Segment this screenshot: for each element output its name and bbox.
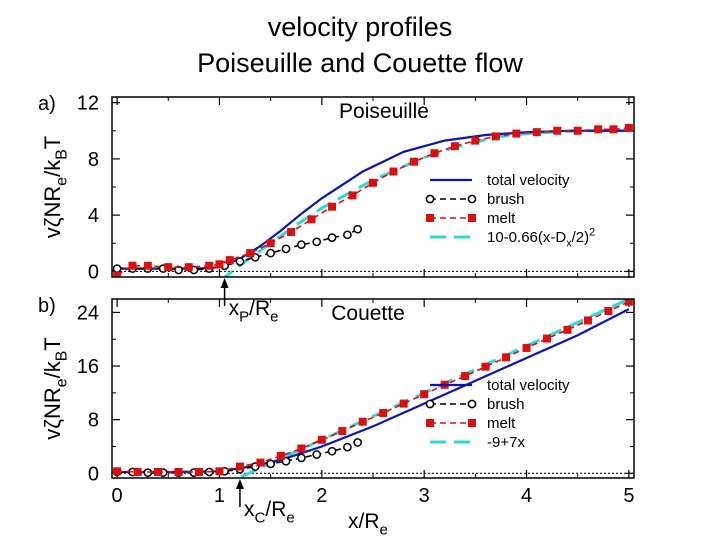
- melt-point: [308, 215, 316, 223]
- brush-point: [282, 245, 289, 252]
- brush-point: [344, 444, 351, 451]
- y-tick-label: 12: [76, 92, 99, 115]
- x-tick-label: 4: [520, 485, 533, 507]
- series-line-solid: [117, 131, 629, 269]
- melt-point: [349, 191, 357, 199]
- melt-point: [543, 335, 551, 343]
- x-tick-label: 0: [111, 485, 123, 507]
- melt-point: [523, 344, 531, 352]
- melt-point: [563, 326, 571, 334]
- melt-point: [400, 400, 408, 408]
- melt-point: [144, 262, 152, 270]
- melt-point: [502, 353, 510, 361]
- melt-point: [128, 262, 136, 270]
- legend-label: total velocity: [487, 172, 570, 189]
- melt-point: [430, 149, 438, 157]
- melt-point: [574, 127, 582, 135]
- plot-area: [113, 124, 633, 281]
- melt-point: [328, 203, 336, 211]
- brush-point: [328, 448, 335, 455]
- melt-point: [215, 260, 223, 268]
- y-tick-label: 4: [87, 205, 99, 228]
- melt-point: [154, 468, 162, 476]
- melt-point: [164, 263, 172, 271]
- x-tick-label: 3: [418, 485, 430, 507]
- legend-marker: [426, 400, 433, 407]
- annotation-arrow-head: [221, 278, 229, 288]
- brush-point: [267, 249, 274, 256]
- melt-point: [471, 137, 479, 145]
- annotation-arrow-head: [236, 479, 244, 489]
- melt-point: [410, 158, 418, 166]
- melt-point: [267, 239, 275, 247]
- melt-point: [287, 228, 295, 236]
- chart-title: Couette: [331, 302, 405, 325]
- melt-point: [482, 363, 490, 371]
- legend-label: melt: [487, 415, 516, 432]
- y-tick-label: 16: [76, 356, 99, 379]
- melt-point: [277, 452, 285, 460]
- melt-point: [533, 128, 541, 136]
- chart-panel-1: [38, 295, 634, 538]
- page-title-line1: velocity profiles: [267, 12, 453, 42]
- y-tick-label: 8: [87, 148, 99, 171]
- melt-point: [175, 468, 183, 476]
- legend-marker: [426, 195, 433, 202]
- legend-label: melt: [487, 210, 516, 227]
- y-tick-label: 24: [76, 302, 99, 325]
- melt-point: [297, 445, 305, 453]
- brush-point: [313, 451, 320, 458]
- melt-point: [379, 409, 387, 417]
- melt-point: [389, 168, 397, 176]
- annotation-label: $x_P/R_e$: [228, 297, 279, 326]
- legend-marker: [468, 419, 476, 427]
- brush-point: [267, 460, 274, 467]
- brush-point: [354, 439, 361, 446]
- melt-point: [584, 316, 592, 324]
- melt-point: [604, 307, 612, 315]
- annotation-label: $x_C/R_e$: [243, 498, 295, 527]
- melt-point: [625, 124, 633, 132]
- legend-label: brush: [487, 396, 525, 413]
- brush-point: [236, 258, 243, 265]
- y-tick-label: 0: [87, 261, 99, 284]
- melt-point: [594, 125, 602, 133]
- legend-marker: [468, 400, 475, 407]
- melt-point: [338, 427, 346, 435]
- melt-point: [236, 463, 244, 471]
- y-axis-label: $v\zeta NR_e/k_BT$: [40, 337, 71, 440]
- series-line-dashed-square: [117, 128, 629, 276]
- melt-point: [205, 262, 213, 270]
- melt-point: [134, 468, 142, 476]
- melt-point: [195, 468, 203, 476]
- melt-point: [512, 130, 520, 138]
- melt-point: [420, 390, 428, 398]
- melt-point: [369, 179, 377, 187]
- panel-label: b): [38, 295, 56, 317]
- melt-point: [318, 436, 326, 444]
- y-axis-label: $v\zeta NR_e/k_BT$: [40, 135, 71, 239]
- page-title-line2: Poiseuille and Couette flow: [197, 48, 523, 78]
- melt-point: [246, 249, 254, 257]
- melt-point: [215, 467, 223, 475]
- chart-panel-0: [38, 93, 634, 326]
- brush-point: [114, 265, 121, 272]
- x-tick-label: 5: [623, 485, 635, 507]
- melt-point: [492, 132, 500, 140]
- legend-label: brush: [487, 191, 525, 208]
- legend-label: $10-0.66(x-D_x/2)^2$: [487, 226, 596, 250]
- brush-point: [313, 238, 320, 245]
- brush-point: [298, 454, 305, 461]
- brush-point: [354, 226, 361, 233]
- x-axis-label: $x/R_e$: [348, 510, 388, 539]
- melt-point: [461, 372, 469, 380]
- brush-point: [298, 241, 305, 248]
- series-line-long-dash: [220, 131, 629, 281]
- legend-label: total velocity: [487, 377, 570, 394]
- y-tick-label: 0: [87, 463, 99, 486]
- melt-point: [113, 272, 121, 280]
- legend-marker: [426, 419, 434, 427]
- legend-marker: [468, 195, 475, 202]
- melt-point: [185, 263, 193, 271]
- panel-label: a): [38, 93, 56, 115]
- melt-point: [256, 459, 264, 467]
- melt-point: [113, 467, 121, 475]
- chart-title: Poiseuille: [339, 100, 429, 123]
- melt-point: [610, 125, 618, 133]
- legend-marker: [426, 214, 434, 222]
- brush-point: [328, 234, 335, 241]
- x-tick-label: 2: [316, 485, 328, 507]
- melt-point: [359, 418, 367, 426]
- x-tick-label: 1: [213, 485, 226, 507]
- melt-point: [553, 127, 561, 135]
- brush-point: [344, 231, 351, 238]
- melt-point: [451, 142, 459, 150]
- legend-marker: [468, 214, 476, 222]
- melt-point: [226, 256, 234, 264]
- y-tick-label: 8: [87, 409, 99, 432]
- legend-label: -9+7x: [487, 434, 525, 451]
